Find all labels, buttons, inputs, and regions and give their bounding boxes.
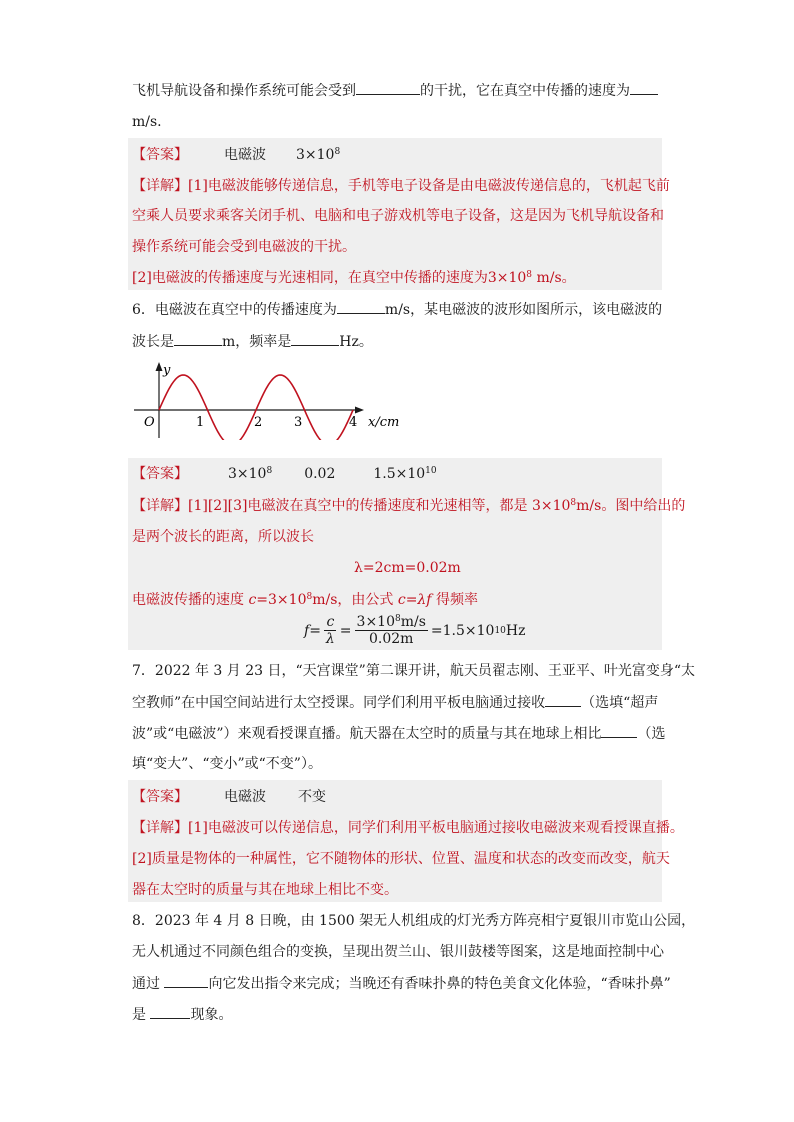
answer-value: 电磁波 xyxy=(224,147,266,163)
q6-blank-3 xyxy=(291,331,339,346)
q7-text: （选填“超声 xyxy=(581,695,659,711)
q8-text: 无人机通过不同颜色组合的变换，呈现出贺兰山、银川鼓楼等图案，这是地面控制中心 xyxy=(132,944,664,960)
q8-line-3 xyxy=(132,973,671,994)
detail-text: 是两个波长的距离，所以波长 xyxy=(132,529,314,545)
a5-detail-line-4 xyxy=(132,268,576,288)
q5-line-1 xyxy=(132,80,658,101)
q6-blank-2 xyxy=(174,331,222,346)
detail-tag: 【详解】 xyxy=(132,820,188,836)
a7-detail-line-1 xyxy=(132,818,684,838)
detail-exponent: 8 xyxy=(570,498,577,508)
q5-text: 的干扰，它在真空中传播的速度为 xyxy=(420,83,630,99)
q7-text: 空教师”在中国空间站进行太空授课。同学们利用平板电脑通过接收 xyxy=(132,695,546,711)
detail-text: =3×10 xyxy=(256,592,307,608)
fraction-numerator xyxy=(355,614,428,631)
q7-text: 7．2022 年 3 月 23 日，“天宫课堂”第二课开讲，航天员翟志刚、王亚平、叶光富变身“太 xyxy=(132,663,695,679)
a6-equation-wavelength xyxy=(354,558,461,578)
detail-text: m/s。图中给出的 xyxy=(576,498,686,514)
a5-detail-line-3 xyxy=(132,237,356,257)
q8-text: 现象。 xyxy=(190,1007,233,1023)
q7-line-1 xyxy=(132,661,695,681)
detail-text: 器在太空时的质量与其在地球上相比不变。 xyxy=(132,882,398,898)
equation-text: =1.5×10 xyxy=(430,622,495,639)
a5-detail-line-1 xyxy=(132,176,670,196)
a7-answer-line xyxy=(132,787,326,807)
detail-text: 电磁波传播的速度 xyxy=(132,592,249,608)
detail-text: [2]电磁波的传播速度与光速相同，在真空中传播的速度为3×10 xyxy=(132,270,527,286)
detail-tag: 【详解】 xyxy=(132,498,188,514)
q7-line-4 xyxy=(132,754,322,774)
y-axis-arrow xyxy=(156,362,163,371)
a6-detail-line-1 xyxy=(132,496,685,516)
q7-blank-1 xyxy=(545,692,581,707)
answer-exponent: 10 xyxy=(425,466,437,476)
q6-line-1 xyxy=(132,299,662,320)
answer-tag: 【答案】 xyxy=(132,147,188,163)
q5-blank-1 xyxy=(356,80,420,95)
x-tick-label: 4 xyxy=(349,415,358,430)
detail-text: [2]质量是物体的一种属性，它不随物体的形状、位置、温度和状态的改变而改变，航天 xyxy=(132,851,670,867)
answer-value: 0.02 xyxy=(304,466,336,482)
detail-formula: c=λf xyxy=(397,592,432,608)
fraction-denominator: 0.02m xyxy=(368,631,414,647)
q8-blank-1 xyxy=(164,973,208,988)
fraction-value xyxy=(355,614,428,647)
equation-text: = xyxy=(309,622,321,639)
x-tick-label: 3 xyxy=(294,415,303,430)
detail-text: m/s。 xyxy=(532,270,576,286)
a6-detail-line-2 xyxy=(132,527,314,547)
equation-text: Hz xyxy=(505,622,526,639)
q8-text: 8．2023 年 4 月 8 日晚，由 1500 架无人机组成的灯光秀方阵亮相宁夏银川市览山公园， xyxy=(132,913,696,929)
q7-blank-2 xyxy=(601,723,637,738)
q8-text: 向它发出指令来完成；当晚还有香味扑鼻的特色美食文化体验，“香味扑鼻” xyxy=(208,976,671,992)
equation-text: 3×10 xyxy=(356,614,395,630)
q7-text: 填“变大”、“变小”或“不变”）。 xyxy=(132,756,322,772)
a7-detail-line-2 xyxy=(132,849,670,869)
q6-blank-1 xyxy=(337,299,385,314)
a5-answer-line xyxy=(132,145,340,165)
answer-value: 1.5×10 xyxy=(373,466,426,482)
q8-text: 通过 xyxy=(132,976,165,992)
y-axis-label: y xyxy=(163,363,171,378)
detail-text: m/s，由公式 xyxy=(312,592,398,608)
x-tick-label: 2 xyxy=(254,415,263,430)
q6-text: m，频率是 xyxy=(222,334,292,350)
fraction-denominator: λ xyxy=(325,631,335,647)
q7-text: （选 xyxy=(637,726,666,742)
wave-curve xyxy=(159,375,353,440)
q8-line-4 xyxy=(132,1004,232,1025)
detail-text: [1]电磁波能够传递信息，手机等电子设备是由电磁波传递信息的，飞机起飞前 xyxy=(188,178,670,194)
detail-text: 空乘人员要求乘客关闭手机、电脑和电子游戏机等电子设备，这是因为飞机导航设备和 xyxy=(132,208,664,224)
detail-tag: 【详解】 xyxy=(132,178,188,194)
q8-blank-2 xyxy=(150,1004,190,1019)
detail-text: 操作系统可能会受到电磁波的干扰。 xyxy=(132,239,356,255)
q6-text: Hz。 xyxy=(339,334,373,350)
answer-tag: 【答案】 xyxy=(132,466,188,482)
x-tick-label: 1 xyxy=(196,415,205,430)
q5-line-2 xyxy=(132,112,162,132)
wave-figure xyxy=(130,358,410,440)
detail-text: [1][2][3]电磁波在真空中的传播速度和光速相等，都是 3×10 xyxy=(188,498,571,514)
fraction-c-over-lambda xyxy=(324,614,337,647)
q8-line-1 xyxy=(132,911,695,931)
q5-text: 飞机导航设备和操作系统可能会受到 xyxy=(132,83,356,99)
answer-exponent: 8 xyxy=(334,147,341,157)
equation-text: λ=2cm=0.02m xyxy=(354,560,461,576)
fraction-numerator: c xyxy=(326,614,335,630)
q6-text: 6．电磁波在真空中的传播速度为 xyxy=(132,302,337,318)
detail-text: [1]电磁波可以传递信息，同学们利用平板电脑通过接收电磁波来观看授课直播。 xyxy=(188,820,684,836)
q8-line-2 xyxy=(132,942,664,962)
q8-text: 是 xyxy=(132,1007,151,1023)
equation-variable: f xyxy=(304,622,310,639)
a6-equation-frequency: f = $\frac{c}{\lambda}$ = $\frac{3\times 10^8m/s}{0.02m}$ =1.5×10 10 Hz xyxy=(304,614,526,647)
q5-blank-2 xyxy=(630,80,658,95)
a5-detail-line-2 xyxy=(132,206,664,226)
q7-line-2 xyxy=(132,692,658,713)
equation-text: = xyxy=(339,622,352,639)
origin-label: O xyxy=(144,415,155,430)
q6-text: 波长是 xyxy=(132,334,174,350)
q7-text: 波”或“电磁波”）来观看授课直播。航天器在太空时的质量与其在地球上相比 xyxy=(132,726,602,742)
answer-value: 3×10 xyxy=(296,147,335,163)
x-axis-arrow xyxy=(355,407,364,414)
x-axis-label: x/cm xyxy=(368,415,400,430)
q6-line-2 xyxy=(132,331,373,352)
equation-text: m/s xyxy=(400,614,426,630)
q6-text: m/s，某电磁波的波形如图所示，该电磁波的 xyxy=(384,302,663,318)
a6-answer-line xyxy=(132,464,437,484)
a6-detail-line-3 xyxy=(132,590,478,610)
answer-value: 3×10 xyxy=(228,466,267,482)
answer-value: 电磁波 xyxy=(224,789,266,805)
detail-exponent: 8 xyxy=(306,592,313,602)
answer-exponent: 8 xyxy=(266,466,273,476)
detail-variable: c xyxy=(248,592,257,608)
detail-exponent: 8 xyxy=(526,270,533,280)
a7-detail-line-3 xyxy=(132,880,398,900)
q5-unit: m/s. xyxy=(132,114,162,130)
detail-text: 得频率 xyxy=(431,592,478,608)
equation-exponent: 8 xyxy=(394,614,401,624)
answer-tag: 【答案】 xyxy=(132,789,188,805)
q7-line-3 xyxy=(132,723,665,744)
answer-value: 不变 xyxy=(298,789,326,805)
